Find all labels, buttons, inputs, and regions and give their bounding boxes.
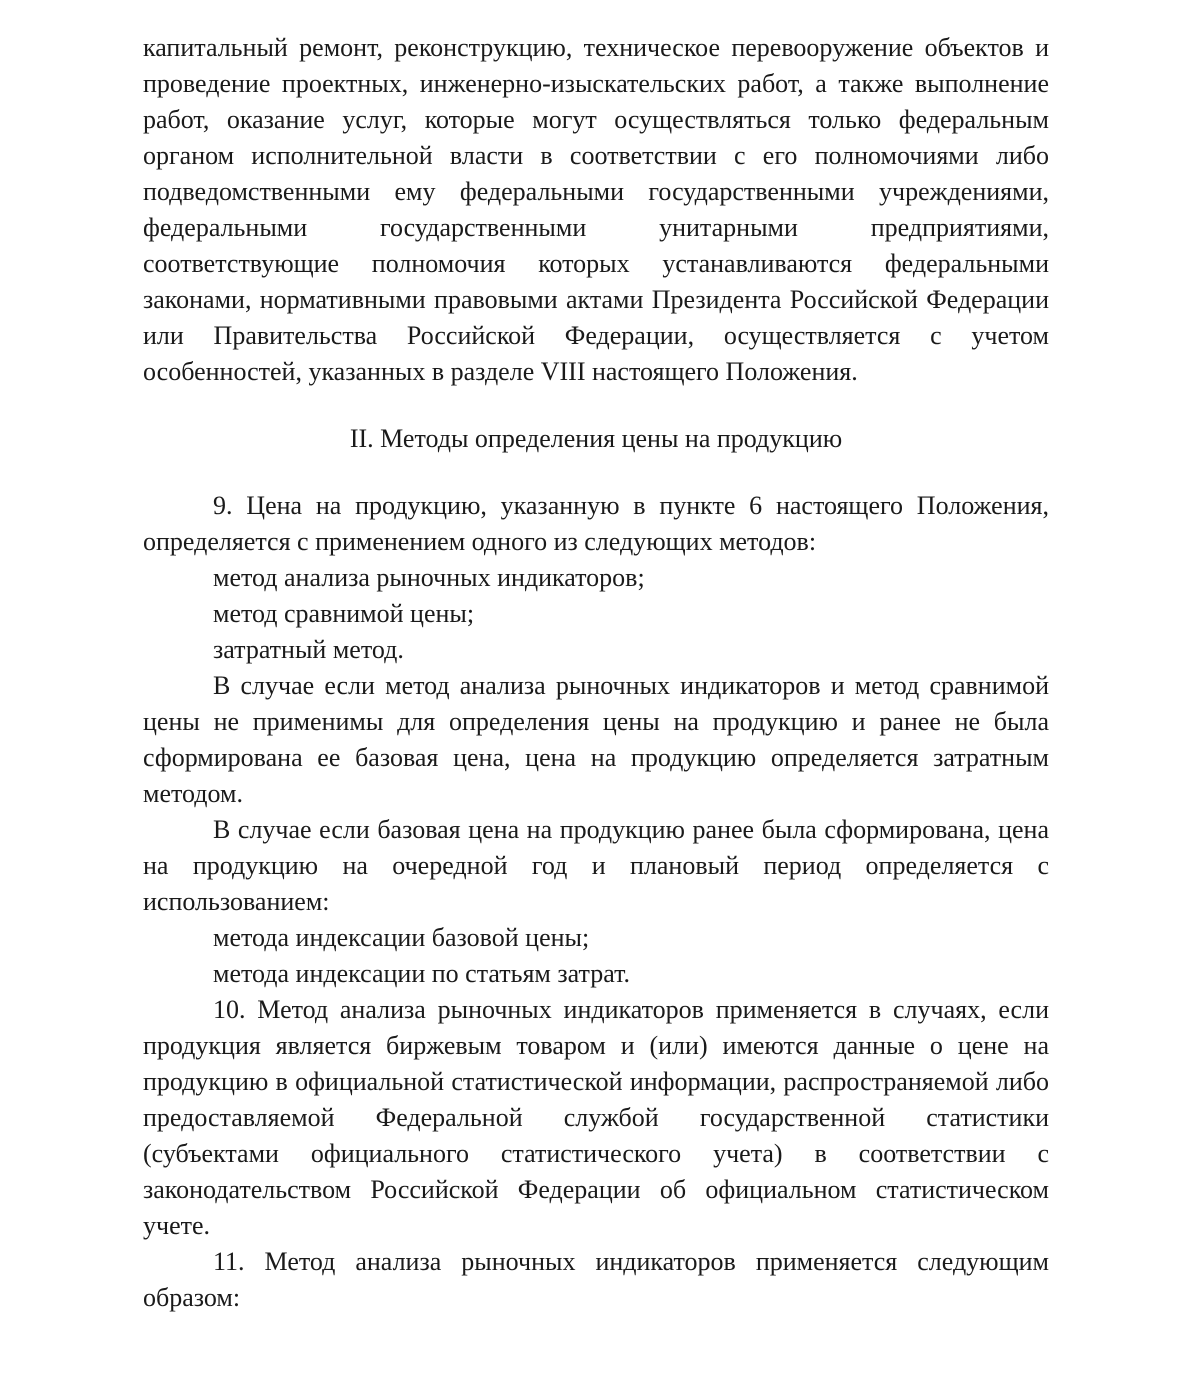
paragraph-cost-method: В случае если метод анализа рыночных индикаторов и метод сравнимой цены не применимы для определения цены на продукцию и ранее не была сформирована ее базовая цена, цена на продукцию определяется затратным методом. [143,671,1049,808]
method-item: метод анализа рыночных индикаторов; [213,563,645,592]
intro-paragraph: капитальный ремонт, реконструкцию, техническое перевооружение объектов и проведение проектных, инженерно-изыскательских работ, а также выполнение работ, оказание услуг, которые могут осуществляться только федеральным органом исполнительной власти в соответствии с его полномочиями либо подведомственными ему федеральными государственными учреждениями, федеральными государственными унитарными предприятиями, соответствующие полномочия которых устанавливаются федеральными законами, нормативными правовыми актами Президента Российской Федерации или Правительства Российской Федерации, осуществляется с учетом особенностей, указанных в разделе VIII настоящего Положения. [143,33,1049,386]
spacer [143,457,1049,488]
method-item: метод сравнимой цены; [213,599,475,628]
spacer [143,390,1049,421]
paragraph-9: 9. Цена на продукцию, указанную в пункте 6 настоящего Положения, определяется с применением одного из следующих методов: [143,491,1049,556]
paragraph-base-price: В случае если базовая цена на продукцию ранее была сформирована, цена на продукцию на очередной год и плановый период определяется с использованием: [143,815,1049,916]
section-heading: II. Методы определения цены на продукцию [349,424,843,453]
paragraph-11: 11. Метод анализа рыночных индикаторов применяется следующим образом: [143,1247,1049,1312]
indexation-item: метода индексации по статьям затрат. [213,959,630,988]
method-item: затратный метод. [213,635,404,664]
paragraph-10: 10. Метод анализа рыночных индикаторов применяется в случаях, если продукция является биржевым товаром и (или) имеются данные о цене на продукцию в официальной статистической информации, распространяемой либо предоставляемой Федеральной службой государственной статистики (субъектами официального статистического учета) в соответствии с законодательством Российской Федерации об официальном статистическом учете. [143,995,1049,1240]
indexation-item: метода индексации базовой цены; [213,923,590,952]
document-page [143,30,1049,1316]
